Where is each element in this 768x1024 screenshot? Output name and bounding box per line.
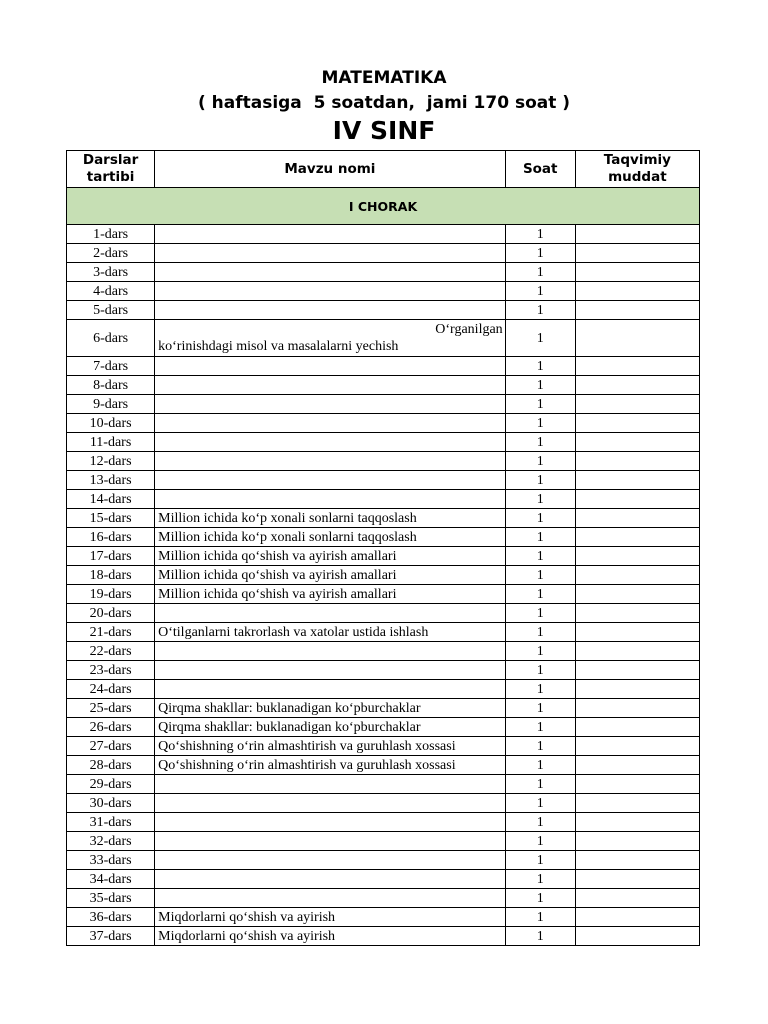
lesson-number: 26-dars (67, 718, 155, 737)
lesson-hours: 1 (505, 433, 575, 452)
table-row (67, 775, 700, 794)
lesson-number: 33-dars (67, 851, 155, 870)
lesson-hours: 1 (505, 908, 575, 927)
quarter-label: I CHORAK (67, 188, 700, 225)
table-row (67, 395, 700, 414)
lesson-topic (155, 680, 506, 699)
lesson-schedule-cell (575, 908, 699, 927)
lesson-number: 37-dars (67, 927, 155, 946)
table-row (67, 225, 700, 244)
lesson-topic: Qirqma shakllar: buklanadigan ko‘pburchaklar (155, 718, 506, 737)
lesson-topic (155, 320, 506, 357)
table-header-row (67, 151, 700, 188)
lesson-hours: 1 (505, 395, 575, 414)
table-row (67, 642, 700, 661)
table-row (67, 756, 700, 775)
lesson-schedule-cell (575, 699, 699, 718)
table-row (67, 547, 700, 566)
table-row (67, 301, 700, 320)
lesson-hours: 1 (505, 471, 575, 490)
lesson-number: 7-dars (67, 357, 155, 376)
lesson-topic: Million ichida ko‘p xonali sonlarni taqqoslash (155, 528, 506, 547)
lesson-schedule-cell (575, 642, 699, 661)
table-row (67, 528, 700, 547)
lesson-hours: 1 (505, 794, 575, 813)
lesson-topic (155, 775, 506, 794)
lesson-number: 22-dars (67, 642, 155, 661)
lesson-hours: 1 (505, 282, 575, 301)
lesson-schedule-cell (575, 357, 699, 376)
lesson-schedule-cell (575, 376, 699, 395)
lesson-schedule-cell (575, 585, 699, 604)
lesson-hours: 1 (505, 623, 575, 642)
table-row (67, 414, 700, 433)
lesson-number: 17-dars (67, 547, 155, 566)
lesson-topic (155, 433, 506, 452)
table-row (67, 832, 700, 851)
lesson-hours: 1 (505, 642, 575, 661)
lesson-topic: Miqdorlarni qo‘shish va ayirish (155, 908, 506, 927)
lesson-schedule-cell (575, 889, 699, 908)
lesson-hours: 1 (505, 452, 575, 471)
lesson-topic (155, 813, 506, 832)
table-row (67, 661, 700, 680)
lesson-schedule-cell (575, 718, 699, 737)
lesson-number: 5-dars (67, 301, 155, 320)
lesson-schedule-cell (575, 433, 699, 452)
lesson-number: 9-dars (67, 395, 155, 414)
lesson-topic (155, 414, 506, 433)
lesson-schedule-cell (575, 832, 699, 851)
lesson-number: 14-dars (67, 490, 155, 509)
table-row (67, 927, 700, 946)
lesson-hours: 1 (505, 813, 575, 832)
lesson-schedule-cell (575, 225, 699, 244)
lesson-number: 32-dars (67, 832, 155, 851)
lesson-number: 16-dars (67, 528, 155, 547)
lesson-number: 25-dars (67, 699, 155, 718)
lesson-hours: 1 (505, 661, 575, 680)
lesson-schedule-cell (575, 927, 699, 946)
lesson-schedule-cell (575, 870, 699, 889)
table-row (67, 244, 700, 263)
lesson-hours: 1 (505, 528, 575, 547)
lesson-number: 28-dars (67, 756, 155, 775)
table-row (67, 718, 700, 737)
lesson-topic: Miqdorlarni qo‘shish va ayirish (155, 927, 506, 946)
lesson-topic (155, 832, 506, 851)
lesson-hours: 1 (505, 414, 575, 433)
lesson-topic (155, 301, 506, 320)
table-row (67, 604, 700, 623)
lesson-hours: 1 (505, 832, 575, 851)
table-row (67, 471, 700, 490)
lesson-topic (155, 794, 506, 813)
table-row (67, 509, 700, 528)
lesson-hours: 1 (505, 320, 575, 357)
table-row (67, 851, 700, 870)
curriculum-table (66, 150, 700, 946)
lesson-hours: 1 (505, 301, 575, 320)
lesson-topic: Million ichida ko‘p xonali sonlarni taqqoslash (155, 509, 506, 528)
lesson-number: 36-dars (67, 908, 155, 927)
lesson-topic (155, 395, 506, 414)
document-hours-note: ( haftasiga 5 soatdan, jami 170 soat ) (197, 93, 571, 113)
lesson-topic: Million ichida qo‘shish va ayirish amallari (155, 566, 506, 585)
lesson-number: 19-dars (67, 585, 155, 604)
lesson-topic (155, 263, 506, 282)
lesson-topic (155, 870, 506, 889)
lesson-hours: 1 (505, 604, 575, 623)
table-row (67, 263, 700, 282)
lesson-schedule-cell (575, 737, 699, 756)
lesson-schedule-cell (575, 566, 699, 585)
document-subject: MATEMATIKA (321, 68, 447, 88)
lesson-topic (155, 452, 506, 471)
lesson-topic-line-2: ko‘rinishdagi misol va masalalarni yechish (158, 339, 399, 354)
lesson-topic (155, 376, 506, 395)
lesson-schedule-cell (575, 813, 699, 832)
col-header-hours: Soat (505, 151, 575, 188)
lesson-topic (155, 282, 506, 301)
lesson-number: 11-dars (67, 433, 155, 452)
lesson-hours: 1 (505, 547, 575, 566)
lesson-topic: Qo‘shishning o‘rin almashtirish va guruhlash xossasi (155, 756, 506, 775)
lesson-number: 8-dars (67, 376, 155, 395)
lesson-number: 6-dars (67, 320, 155, 357)
lesson-hours: 1 (505, 376, 575, 395)
lesson-schedule-cell (575, 661, 699, 680)
lesson-topic-line-1: O‘rganilgan (435, 322, 503, 337)
lesson-number: 18-dars (67, 566, 155, 585)
lesson-schedule-cell (575, 452, 699, 471)
lesson-schedule-cell (575, 794, 699, 813)
lesson-schedule-cell (575, 851, 699, 870)
lesson-schedule-cell (575, 680, 699, 699)
lesson-schedule-cell (575, 528, 699, 547)
lesson-number: 34-dars (67, 870, 155, 889)
lesson-schedule-cell (575, 775, 699, 794)
lesson-topic: Qo‘shishning o‘rin almashtirish va guruhlash xossasi (155, 737, 506, 756)
table-row (67, 908, 700, 927)
lesson-hours: 1 (505, 566, 575, 585)
lesson-number: 12-dars (67, 452, 155, 471)
lesson-schedule-cell (575, 509, 699, 528)
lesson-number: 31-dars (67, 813, 155, 832)
lesson-hours: 1 (505, 680, 575, 699)
lesson-schedule-cell (575, 547, 699, 566)
quarter-row (67, 188, 700, 225)
lesson-hours: 1 (505, 699, 575, 718)
table-row (67, 813, 700, 832)
lesson-topic: Million ichida qo‘shish va ayirish amallari (155, 547, 506, 566)
lesson-schedule-cell (575, 244, 699, 263)
lesson-number: 29-dars (67, 775, 155, 794)
table-row (67, 452, 700, 471)
lesson-schedule-cell (575, 604, 699, 623)
lesson-schedule-cell (575, 414, 699, 433)
lesson-hours: 1 (505, 263, 575, 282)
lesson-number: 27-dars (67, 737, 155, 756)
lesson-hours: 1 (505, 870, 575, 889)
lesson-number: 24-dars (67, 680, 155, 699)
lesson-number: 15-dars (67, 509, 155, 528)
table-row (67, 623, 700, 642)
lesson-number: 4-dars (67, 282, 155, 301)
lesson-hours: 1 (505, 756, 575, 775)
lesson-hours: 1 (505, 490, 575, 509)
col-header-schedule: Taqvimiy muddat (575, 151, 699, 188)
lesson-number: 10-dars (67, 414, 155, 433)
lesson-number: 21-dars (67, 623, 155, 642)
lesson-number: 1-dars (67, 225, 155, 244)
table-row (67, 320, 700, 357)
lesson-topic (155, 604, 506, 623)
lesson-topic: Qirqma shakllar: buklanadigan ko‘pburchaklar (155, 699, 506, 718)
document-grade: IV SINF (332, 116, 436, 145)
lesson-topic (155, 244, 506, 263)
lesson-number: 2-dars (67, 244, 155, 263)
lesson-hours: 1 (505, 225, 575, 244)
lesson-schedule-cell (575, 320, 699, 357)
lesson-topic (155, 661, 506, 680)
table-row (67, 490, 700, 509)
lesson-hours: 1 (505, 718, 575, 737)
col-header-lesson-order: Darslar tartibi (67, 151, 155, 188)
lesson-hours: 1 (505, 357, 575, 376)
lesson-number: 35-dars (67, 889, 155, 908)
lesson-topic (155, 225, 506, 244)
lesson-schedule-cell (575, 756, 699, 775)
lesson-topic (155, 642, 506, 661)
lesson-number: 3-dars (67, 263, 155, 282)
table-row (67, 282, 700, 301)
table-row (67, 433, 700, 452)
lesson-number: 20-dars (67, 604, 155, 623)
lesson-hours: 1 (505, 775, 575, 794)
lesson-hours: 1 (505, 244, 575, 263)
lesson-number: 23-dars (67, 661, 155, 680)
table-row (67, 794, 700, 813)
lesson-hours: 1 (505, 889, 575, 908)
lesson-topic: Million ichida qo‘shish va ayirish amallari (155, 585, 506, 604)
table-row (67, 699, 700, 718)
lesson-hours: 1 (505, 927, 575, 946)
lesson-topic: O‘tilganlarni takrorlash va xatolar ustida ishlash (155, 623, 506, 642)
lesson-topic (155, 471, 506, 490)
lesson-number: 13-dars (67, 471, 155, 490)
table-row (67, 737, 700, 756)
lesson-hours: 1 (505, 509, 575, 528)
lesson-hours: 1 (505, 585, 575, 604)
table-row (67, 566, 700, 585)
lesson-number: 30-dars (67, 794, 155, 813)
lesson-schedule-cell (575, 263, 699, 282)
lesson-schedule-cell (575, 282, 699, 301)
lesson-schedule-cell (575, 623, 699, 642)
table-row (67, 680, 700, 699)
table-row (67, 585, 700, 604)
lesson-topic (155, 357, 506, 376)
lesson-hours: 1 (505, 737, 575, 756)
table-row (67, 870, 700, 889)
lesson-schedule-cell (575, 471, 699, 490)
lesson-schedule-cell (575, 301, 699, 320)
lesson-schedule-cell (575, 395, 699, 414)
lesson-schedule-cell (575, 490, 699, 509)
lesson-topic (155, 490, 506, 509)
lesson-hours: 1 (505, 851, 575, 870)
table-row (67, 376, 700, 395)
col-header-topic: Mavzu nomi (155, 151, 506, 188)
table-row (67, 889, 700, 908)
lesson-topic (155, 889, 506, 908)
lesson-topic (155, 851, 506, 870)
table-row (67, 357, 700, 376)
